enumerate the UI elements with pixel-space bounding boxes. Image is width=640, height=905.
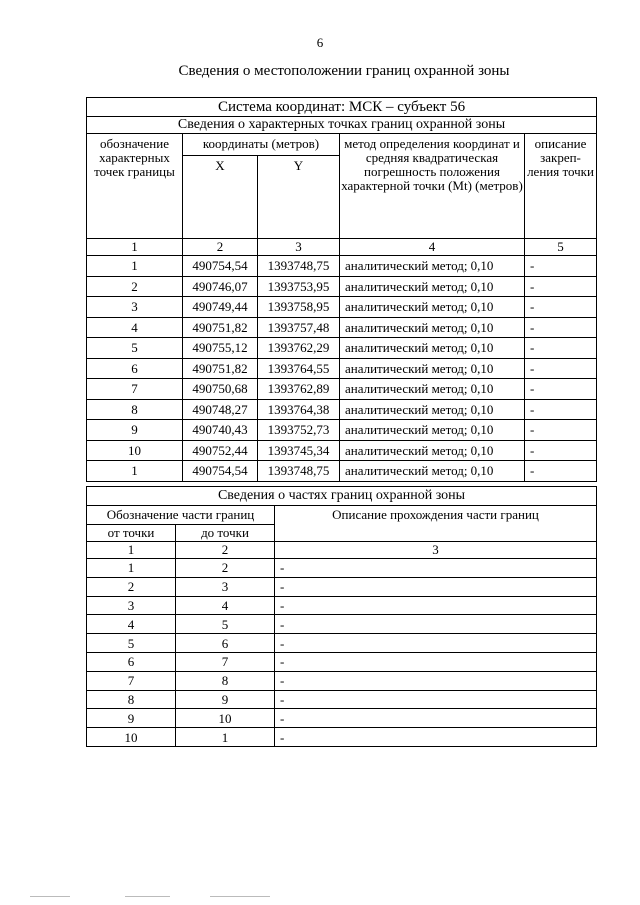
col-number-4: 4: [340, 239, 525, 256]
point-description: -: [525, 358, 597, 379]
to-point: 5: [176, 615, 275, 634]
from-point: 8: [87, 690, 176, 709]
point-description: -: [525, 297, 597, 318]
coord-x: 490740,43: [183, 420, 258, 441]
coord-x: 490748,27: [183, 399, 258, 420]
coord-y: 1393757,48: [258, 317, 340, 338]
method: аналитический метод; 0,10: [340, 461, 525, 482]
from-point: 3: [87, 596, 176, 615]
coord-y: 1393762,89: [258, 379, 340, 400]
header-description: описание закреп-ления точки: [525, 134, 597, 239]
coord-y: 1393764,55: [258, 358, 340, 379]
point-number: 1: [87, 256, 183, 277]
table-row: [87, 634, 597, 653]
coord-y: 1393762,29: [258, 338, 340, 359]
coord-x: 490754,54: [183, 256, 258, 277]
table-row: [87, 728, 597, 747]
from-point: 6: [87, 652, 176, 671]
part-description: -: [275, 652, 597, 671]
header-coordinates: координаты (метров): [183, 134, 340, 156]
coord-x: 490754,54: [183, 461, 258, 482]
coord-x: 490752,44: [183, 440, 258, 461]
table-row: [87, 420, 597, 441]
point-description: -: [525, 440, 597, 461]
boundary-parts-table: [86, 486, 597, 747]
coord-x: 490749,44: [183, 297, 258, 318]
col-number-2: 2: [176, 542, 275, 559]
col-number-1: 1: [87, 542, 176, 559]
point-description: -: [525, 461, 597, 482]
point-description: -: [525, 379, 597, 400]
table-row: [87, 399, 597, 420]
table-row: [87, 317, 597, 338]
header-x: X: [183, 156, 258, 239]
parts-title: Сведения о частях границ охранной зоны: [87, 487, 597, 506]
from-point: 4: [87, 615, 176, 634]
from-point: 2: [87, 577, 176, 596]
col-number-3: 3: [258, 239, 340, 256]
coord-x: 490751,82: [183, 358, 258, 379]
part-description: -: [275, 577, 597, 596]
document-title: Сведения о местоположении границ охранной зоны: [178, 63, 510, 79]
coord-x: 490755,12: [183, 338, 258, 359]
table-row: [87, 615, 597, 634]
header-to-point: до точки: [176, 525, 275, 542]
table-row: [87, 559, 597, 578]
point-number: 6: [87, 358, 183, 379]
table-row: [87, 577, 597, 596]
method: аналитический метод; 0,10: [340, 420, 525, 441]
from-point: 10: [87, 728, 176, 747]
point-number: 10: [87, 440, 183, 461]
method: аналитический метод; 0,10: [340, 379, 525, 400]
part-description: -: [275, 728, 597, 747]
table-row: [87, 358, 597, 379]
characteristic-points-table: [86, 97, 597, 482]
table-row: [87, 297, 597, 318]
table-row: [87, 440, 597, 461]
table-row: [87, 256, 597, 277]
point-number: 2: [87, 276, 183, 297]
from-point: 9: [87, 709, 176, 728]
point-number: 1: [87, 461, 183, 482]
point-number: 8: [87, 399, 183, 420]
part-description: -: [275, 634, 597, 653]
method: аналитический метод; 0,10: [340, 358, 525, 379]
table-row: [87, 338, 597, 359]
method: аналитический метод; 0,10: [340, 256, 525, 277]
points-subtitle: Сведения о характерных точках границ охранной зоны: [87, 117, 597, 134]
point-number: 9: [87, 420, 183, 441]
point-number: 3: [87, 297, 183, 318]
method: аналитический метод; 0,10: [340, 399, 525, 420]
table-row: [87, 379, 597, 400]
table-row: [87, 652, 597, 671]
method: аналитический метод; 0,10: [340, 317, 525, 338]
point-description: -: [525, 399, 597, 420]
coordinate-system: Система координат: МСК – субъект 56: [87, 98, 597, 117]
coord-y: 1393753,95: [258, 276, 340, 297]
coord-x: 490750,68: [183, 379, 258, 400]
point-number: 7: [87, 379, 183, 400]
to-point: 4: [176, 596, 275, 615]
from-point: 7: [87, 671, 176, 690]
header-y: Y: [258, 156, 340, 239]
to-point: 3: [176, 577, 275, 596]
col-number-1: 1: [87, 239, 183, 256]
header-part-designation: Обозначение части границ: [87, 506, 275, 525]
coord-y: 1393748,75: [258, 256, 340, 277]
header-designation: обозначение характерных точек границы: [87, 134, 183, 239]
method: аналитический метод; 0,10: [340, 276, 525, 297]
to-point: 1: [176, 728, 275, 747]
page-number: 6: [316, 35, 324, 50]
to-point: 9: [176, 690, 275, 709]
to-point: 8: [176, 671, 275, 690]
coord-y: 1393758,95: [258, 297, 340, 318]
method: аналитический метод; 0,10: [340, 338, 525, 359]
table-row: [87, 461, 597, 482]
col-number-3: 3: [275, 542, 597, 559]
point-description: -: [525, 338, 597, 359]
part-description: -: [275, 559, 597, 578]
coord-x: 490746,07: [183, 276, 258, 297]
part-description: -: [275, 690, 597, 709]
part-description: -: [275, 596, 597, 615]
from-point: 5: [87, 634, 176, 653]
to-point: 6: [176, 634, 275, 653]
col-number-2: 2: [183, 239, 258, 256]
part-description: -: [275, 709, 597, 728]
col-number-5: 5: [525, 239, 597, 256]
footer-marks: [30, 896, 320, 900]
coord-y: 1393748,75: [258, 461, 340, 482]
point-description: -: [525, 420, 597, 441]
table-row: [87, 690, 597, 709]
point-number: 5: [87, 338, 183, 359]
table-row: [87, 671, 597, 690]
to-point: 7: [176, 652, 275, 671]
table-row: [87, 276, 597, 297]
method: аналитический метод; 0,10: [340, 440, 525, 461]
point-description: -: [525, 256, 597, 277]
header-from-point: от точки: [87, 525, 176, 542]
coord-y: 1393752,73: [258, 420, 340, 441]
table-row: [87, 596, 597, 615]
coord-y: 1393745,34: [258, 440, 340, 461]
to-point: 2: [176, 559, 275, 578]
part-description: -: [275, 615, 597, 634]
part-description: -: [275, 671, 597, 690]
header-part-description: Описание прохождения части границ: [275, 506, 597, 542]
coord-y: 1393764,38: [258, 399, 340, 420]
method: аналитический метод; 0,10: [340, 297, 525, 318]
coord-x: 490751,82: [183, 317, 258, 338]
to-point: 10: [176, 709, 275, 728]
from-point: 1: [87, 559, 176, 578]
point-description: -: [525, 276, 597, 297]
header-method: метод определения координат и средняя квадратическая погрешность положения характерной точки (Mt) (метров): [340, 134, 525, 239]
point-description: -: [525, 317, 597, 338]
point-number: 4: [87, 317, 183, 338]
table-row: [87, 709, 597, 728]
